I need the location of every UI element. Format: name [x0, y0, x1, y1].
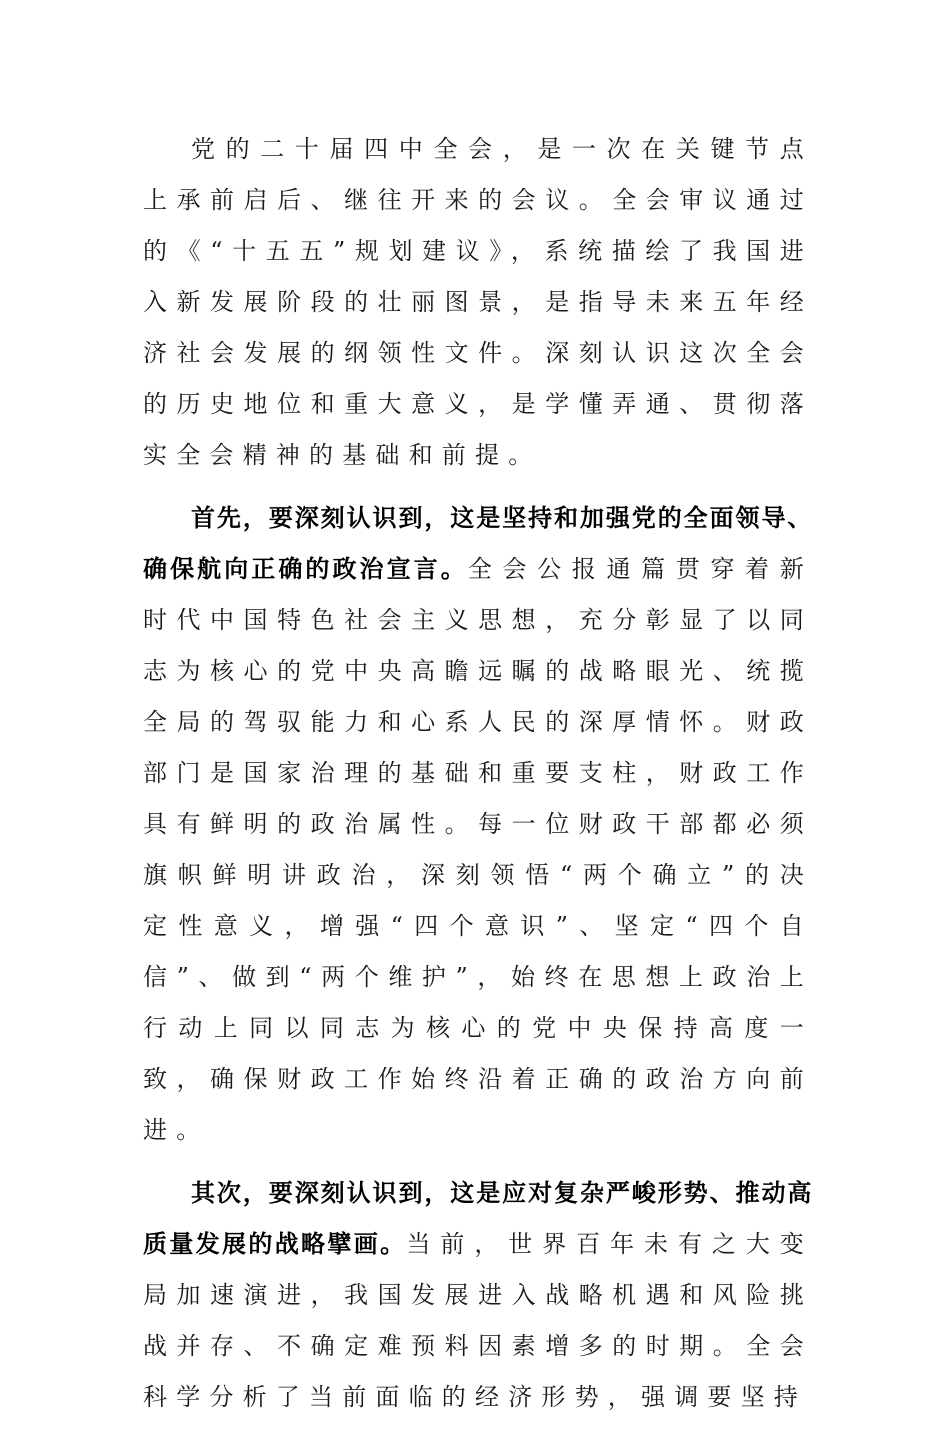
paragraph-lead-heading: 首先，要深刻认识到，这是坚持和加强党的全面领导、确保航向正确的政治宣言。 — [143, 504, 813, 583]
paragraph-body: 当前，世界百年未有之大变局加速演进，我国发展进入战略机遇和风险挑战并存、不确定难预料因素增多的时期。全会科学分析了当前面临的经济形势，强调要坚持 — [143, 1230, 814, 1411]
paragraph-second-point — [143, 1168, 813, 1423]
paragraph-body: 全会公报通篇贯穿着新时代中国特色社会主义思想，充分彰显了以同志为核心的党中央高瞻远瞩的战略眼光、统揽全局的驾驭能力和心系人民的深厚情怀。财政部门是国家治理的基础和重要支柱，财政工作具有鲜明的政治属性。每一位财政干部都必须旗帜鲜明讲政治，深刻领悟“两个确立”的决定性意义，增强“四个意识”、坚定“四个自信”、做到“两个维护”，始终在思想上政治上行动上同以同志为核心的党中央保持高度一致，确保财政工作始终沿着正确的政治方向前进。 — [143, 555, 814, 1144]
paragraph-intro — [143, 124, 813, 481]
paragraph-lead-heading: 其次，要深刻认识到，这是应对复杂严峻形势、推动高质量发展的战略擘画。 — [143, 1179, 813, 1258]
paragraph-first-point — [143, 493, 813, 1156]
document-page — [143, 124, 813, 1435]
paragraph-body: 党的二十届四中全会，是一次在关键节点上承前启后、继往开来的会议。全会审议通过的《“十五五”规划建议》，系统描绘了我国进入新发展阶段的壮丽图景，是指导未来五年经济社会发展的纲领性文件。深刻认识这次全会的历史地位和重大意义，是学懂弄通、贯彻落实全会精神的基础和前提。 — [143, 135, 813, 469]
